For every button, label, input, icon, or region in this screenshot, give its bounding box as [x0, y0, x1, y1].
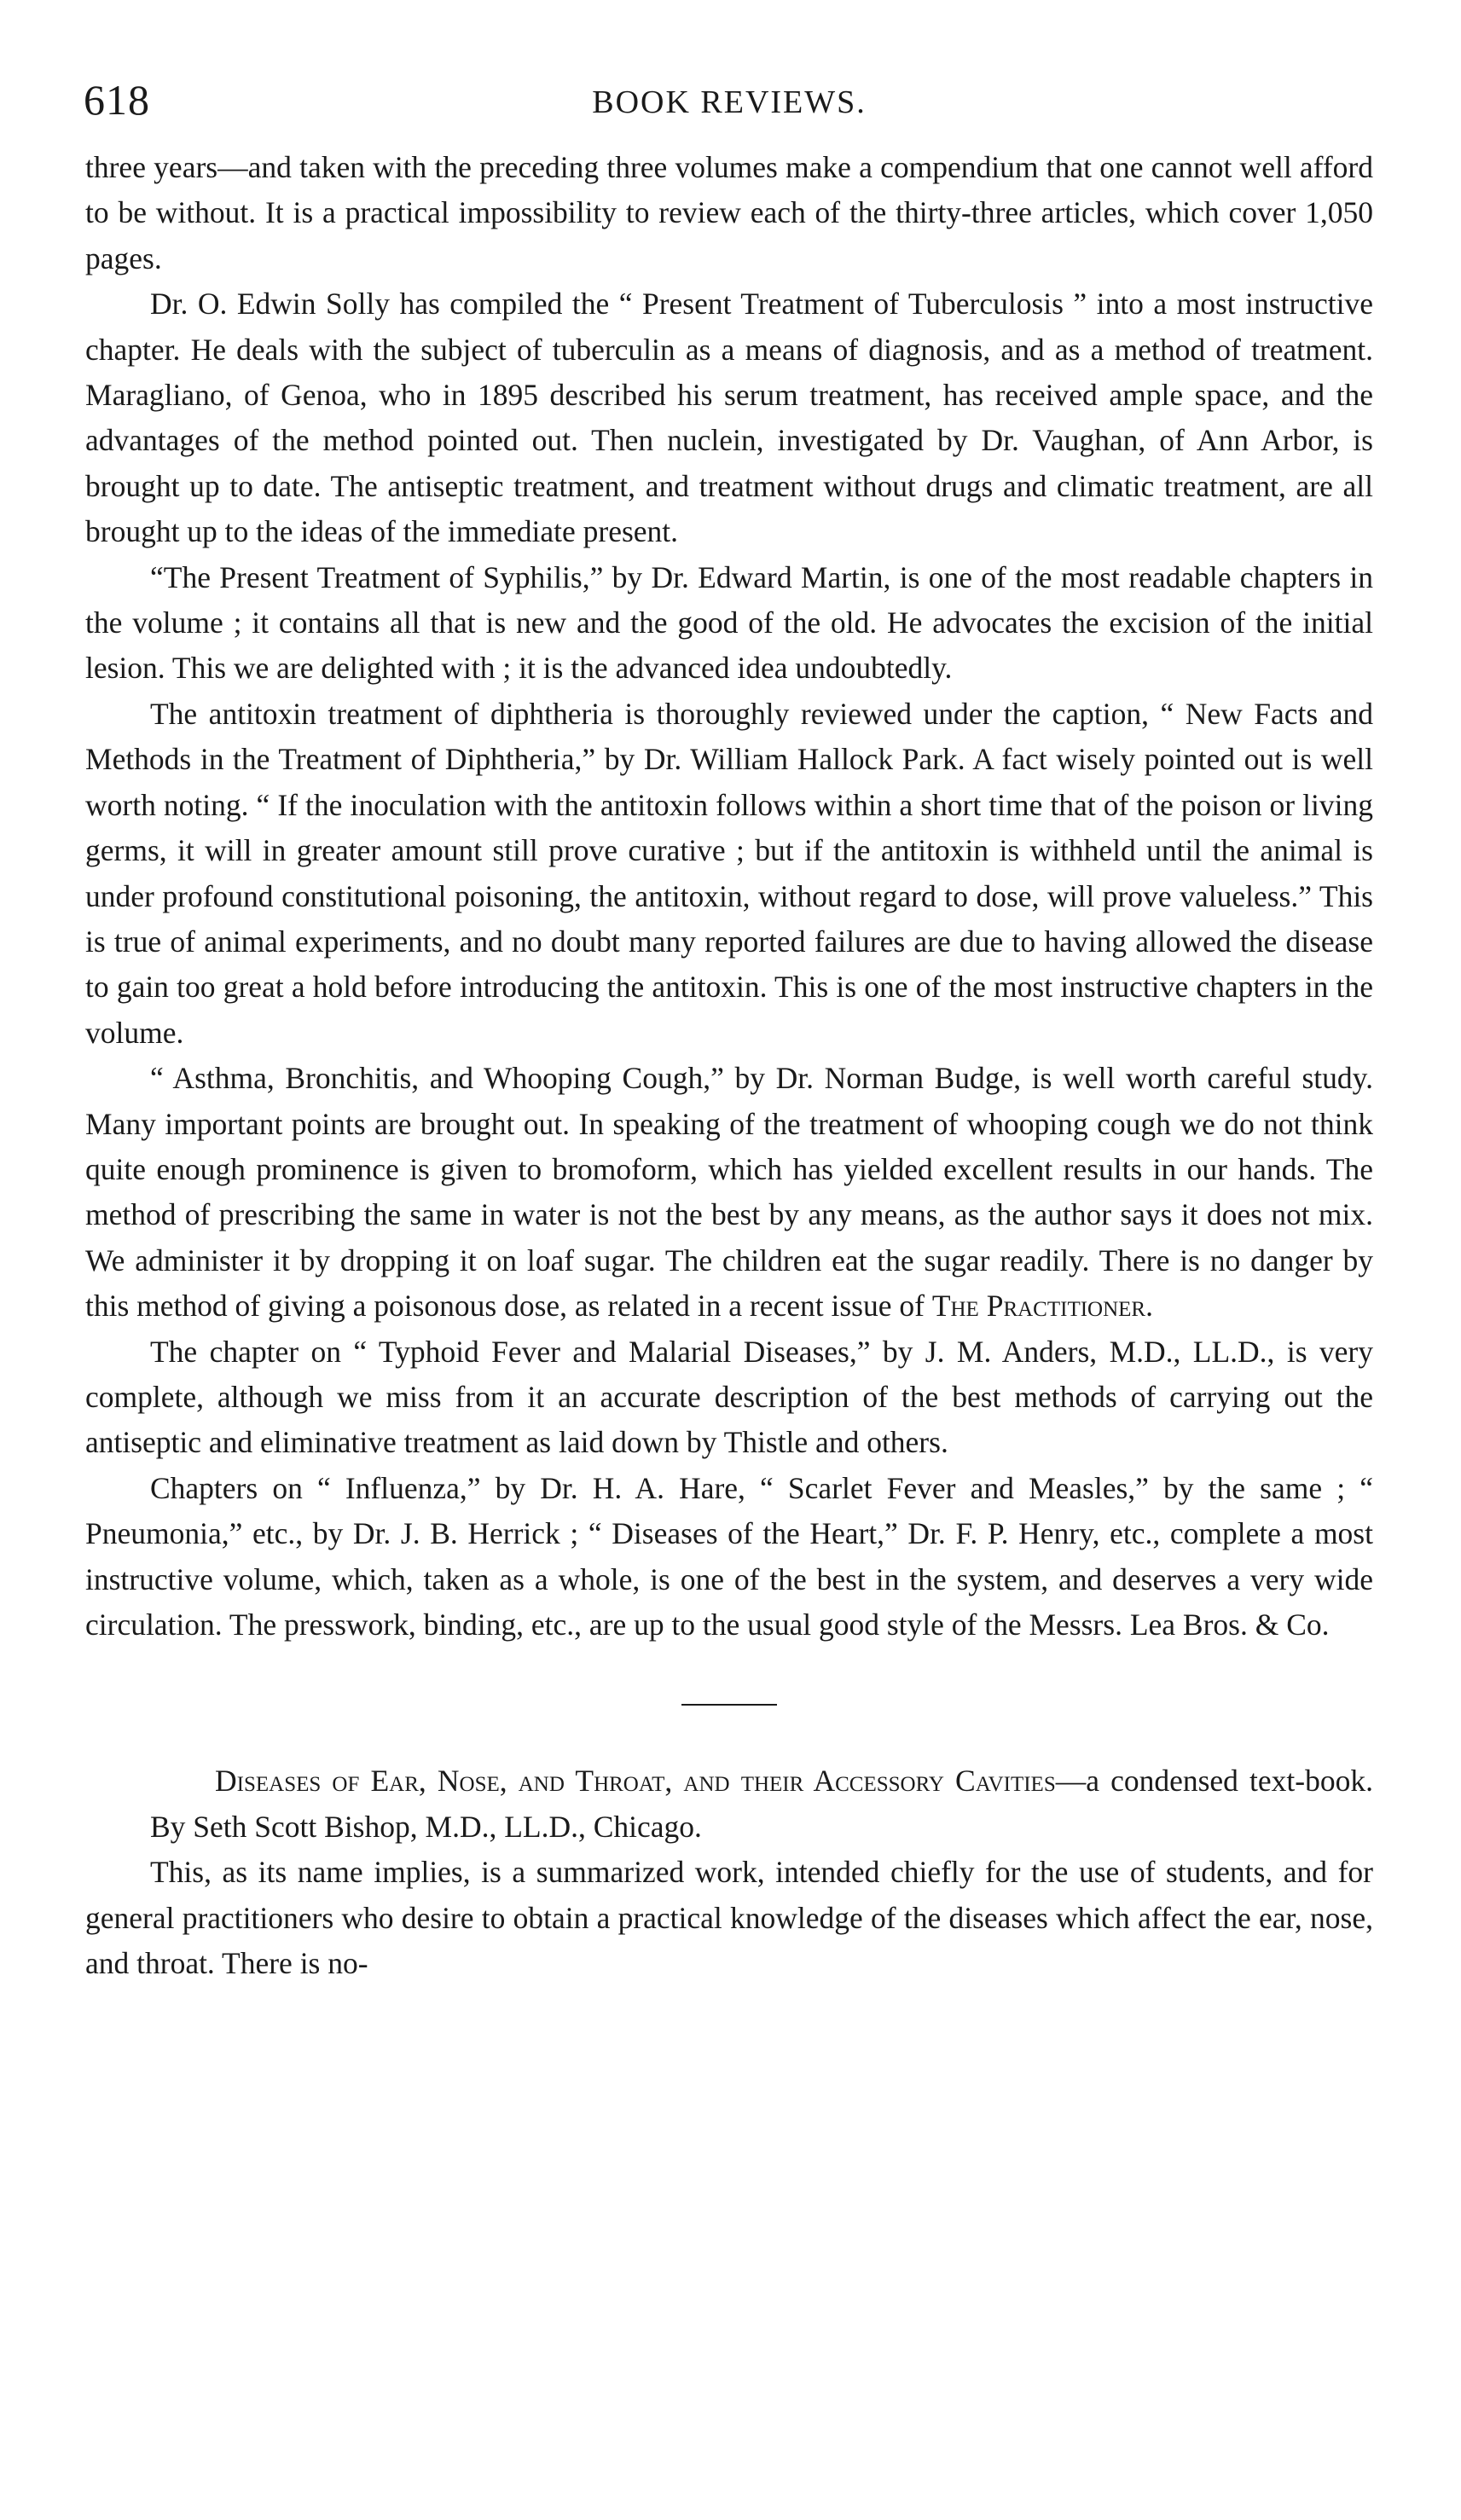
paragraph-chapters: Chapters on “ Influenza,” by Dr. H. A. Hare, “ Scarlet Fever and Measles,” by the same ; “ Pneumonia,” etc., by Dr. J. B. Herrick ; “ Diseases of the Heart,” Dr. F. P. Henry, etc., complete a most instructive volume, which, taken as a whole, is one of the best in the system, and deserves a very wide circulation. The presswork, binding, etc., are up to the usual good style of the Messrs. Lea Bros. & Co. — [85, 1470, 1373, 1642]
journal-name: The Practitioner. — [931, 1289, 1153, 1324]
section-divider — [681, 1704, 777, 1706]
paragraph-next-review: This, as its name implies, is a summarized work, intended chiefly for the use of students, and for general practitioners who desire to obtain a practical knowledge of the diseases which affect the ear, nose, and throat. There is no- — [85, 1855, 1373, 1981]
next-review — [85, 1758, 1373, 1986]
page-number: 618 — [84, 76, 150, 124]
book-subtitle: —a condensed text-book. By Seth Scott Bishop, M.D., LL.D., Chicago. — [150, 1764, 1373, 1844]
paragraph-typhoid: The chapter on “ Typhoid Fever and Malarial Diseases,” by J. M. Anders, M.D., LL.D., is very complete, although we miss from it an accurate description of the best methods of carrying out the antiseptic and eliminative treatment as laid down by Thistle and others. — [85, 1334, 1373, 1460]
paragraph-diphtheria: The antitoxin treatment of diphtheria is thoroughly reviewed under the caption, “ New Facts and Methods in the Treatment of Diphtheria,” by Dr. William Hallock Park. A fact wisely pointed out is well worth noting. “ If the inoculation with the antitoxin follows within a short time that of the poison or living germs, it will in greater amount still prove curative ; but if the antitoxin is withheld until the animal is under profound constitutional poisoning, the antitoxin, without regard to dose, will prove valueless.” This is true of animal experiments, and no doubt many reported failures are due to having allowed the disease to gain too great a hold before introducing the antitoxin. This is one of the most instructive chapters in the volume. — [85, 696, 1373, 1050]
paragraph-asthma — [85, 1056, 1373, 1329]
running-head: BOOK REVIEWS. — [592, 84, 867, 120]
paragraph-tuberculosis: Dr. O. Edwin Solly has compiled the “ Present Treatment of Tuberculosis ” into a most instructive chapter. He deals with the subject of tuberculin as a means of diagnosis, and as a method of treatment. Maragliano, of Genoa, who in 1895 described his serum treatment, has received ample space, and the advantages of the method pointed out. Then nuclein, investigated by Dr. Vaughan, of Ann Arbor, is brought up to date. The antiseptic treatment, and treatment without drugs and climatic treatment, are all brought up to the ideas of the immediate present. — [85, 287, 1373, 549]
book-page — [85, 68, 1373, 1986]
page-header — [85, 68, 1373, 145]
book-title: Diseases of Ear, Nose, and Throat, and their Accessory Cavities — [215, 1764, 1056, 1799]
paragraph-continuation: three years—and taken with the preceding three volumes make a compendium that one cannot well afford to be without. It is a practical impossibility to review each of the thirty-three articles, which cover 1,050 pages. — [85, 150, 1373, 275]
review-heading — [85, 1758, 1373, 1850]
paragraph-asthma-text: “ Asthma, Bronchitis, and Whooping Cough,” by Dr. Norman Budge, is well worth careful study. Many important points are brought out. In speaking of the treatment of whooping cough we do not think quite enough prominence is given to bromoform, which has yielded excellent results in our hands. The method of prescribing the same in water is not the best by any means, as the author says it does not mix. We administer it by dropping it on loaf sugar. The children eat the sugar readily. There is no danger by this method of giving a poisonous dose, as related in a recent issue of — [85, 1061, 1373, 1324]
paragraph-syphilis: “The Present Treatment of Syphilis,” by Dr. Edward Martin, is one of the most readable chapters in the volume ; it contains all that is new and the good of the old. He advocates the excision of the initial lesion. This we are delighted with ; it is the advanced idea undoubtedly. — [85, 559, 1373, 686]
review-body — [85, 145, 1373, 1648]
